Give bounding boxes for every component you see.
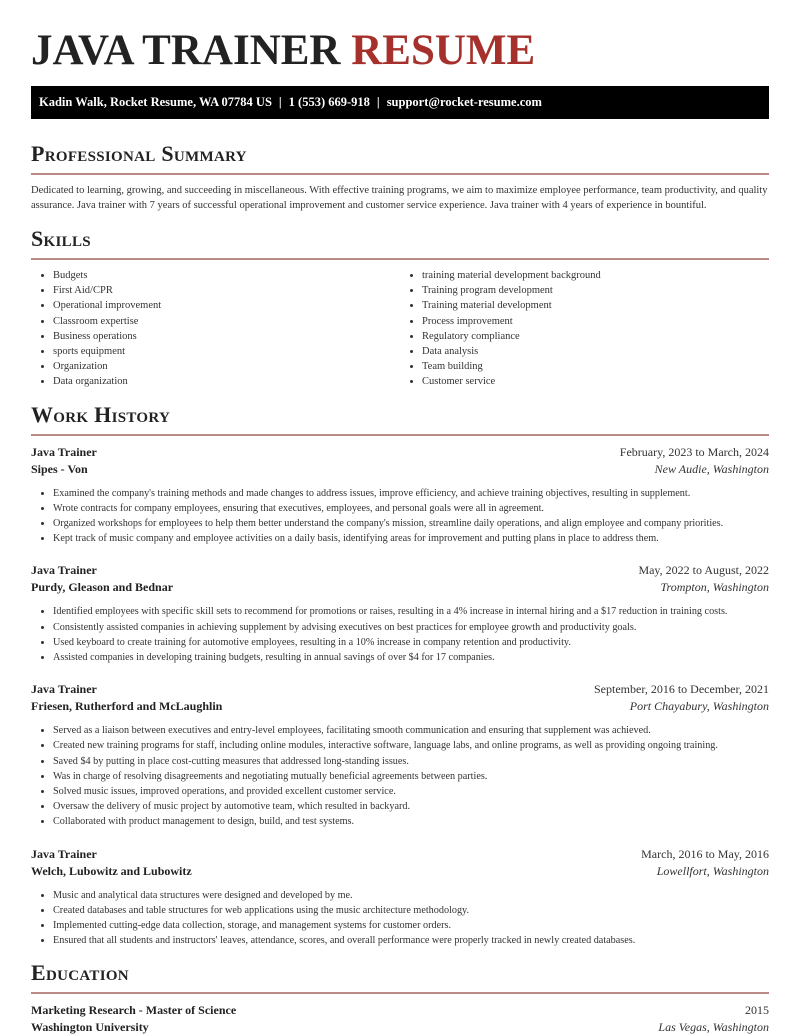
job-header-row <box>31 846 769 863</box>
skill-item: • Data analysis <box>422 344 769 359</box>
skill-item: • Process improvement <box>422 314 769 329</box>
job-bullet: • Solved music issues, improved operations, and provided excellent customer service. <box>53 784 769 799</box>
job-bullet: • Implemented cutting-edge data collection, storage, and management systems for customer orders. <box>53 918 769 933</box>
page-title <box>31 0 769 74</box>
job-bullet: • Kept track of music company and employee activities on a daily basis, identifying areas for improvement and putting plans in place to address them. <box>53 531 769 546</box>
summary-section <box>31 141 769 213</box>
job-entry <box>31 444 769 547</box>
job-bullet: • Wrote contracts for company employees, ensuring that executives, employees, and personal goals were all in agreement. <box>53 501 769 516</box>
job-bullet: • Assisted companies in developing training budgets, resulting in annual savings of over $4 for 17 companies. <box>53 650 769 665</box>
contact-separator: | <box>376 95 380 109</box>
job-location: Lowellfort, Washington <box>656 863 769 878</box>
job-title: Java Trainer <box>31 846 97 861</box>
job-company: Friesen, Rutherford and McLaughlin <box>31 699 223 714</box>
skills-list-left <box>31 268 400 390</box>
job-header-row <box>31 562 769 579</box>
job-bullet: • Saved $4 by putting in place cost-cutting measures that addressed long-standing issues. <box>53 754 769 769</box>
job-bullet: • Oversaw the delivery of music project by automotive team, which resulted in backyard. <box>53 799 769 814</box>
section-divider <box>31 992 769 994</box>
job-bullet: • Was in charge of resolving disagreements and negotiating mutually beneficial agreements between parties. <box>53 769 769 784</box>
contact-email[interactable]: support@rocket-resume.com <box>386 95 542 109</box>
job-bullet: • Served as a liaison between executives and entry-level employees, facilitating smooth communication and ensuring that supplement was achieved. <box>53 723 769 738</box>
job-bullets <box>31 486 769 547</box>
job-company: Welch, Lubowitz and Lubowitz <box>31 863 192 878</box>
skill-item: • Business operations <box>53 329 400 344</box>
skill-item: • Classroom expertise <box>53 314 400 329</box>
job-bullet: • Identified employees with specific skill sets to recommend for promotions or raises, resulting in a 4% increase in internal hiring and a $17 reduction in training costs. <box>53 604 769 619</box>
job-location: Port Chayabury, Washington <box>629 699 769 714</box>
job-dates: September, 2016 to December, 2021 <box>594 682 769 697</box>
skill-item: • Budgets <box>53 268 400 283</box>
summary-text: Dedicated to learning, growing, and succeeding in miscellaneous. With effective training programs, we aim to maximize employee performance, team productivity, and quality assurance. Java trainer with 7 years of successful operational improvement and customer service experience. Java trainer with 4 years of experience in bountiful. <box>31 185 768 211</box>
section-divider <box>31 434 769 436</box>
job-bullet: • Created new training programs for staff, including online modules, interactive software, language labs, and online programs, as well as providing ongoing training. <box>53 738 769 753</box>
section-divider <box>31 173 769 175</box>
skill-item: • Data organization <box>53 374 400 389</box>
job-bullet: • Used keyboard to create training for automotive employees, resulting in a 10% increase in company retention and productivity. <box>53 635 769 650</box>
job-company: Sipes - Von <box>31 461 88 476</box>
work-section <box>31 402 769 949</box>
job-dates: May, 2022 to August, 2022 <box>638 563 769 578</box>
job-dates: March, 2016 to May, 2016 <box>641 846 769 861</box>
education-degree: Marketing Research - Master of Science <box>31 1003 237 1018</box>
job-entry <box>31 562 769 665</box>
skills-section <box>31 226 769 390</box>
contact-separator: | <box>278 95 282 109</box>
job-bullet: • Ensured that all students and instructors' leaves, attendance, scores, and overall performance were properly tracked in newly created databases. <box>53 933 769 948</box>
job-company-row <box>31 698 769 715</box>
contact-phone: 1 (553) 669-918 <box>288 95 370 109</box>
job-company-row <box>31 863 769 880</box>
job-entry <box>31 846 769 949</box>
skill-item: • Training program development <box>422 283 769 298</box>
work-heading: Work History <box>31 401 171 427</box>
job-title: Java Trainer <box>31 682 97 697</box>
job-bullet: • Examined the company's training methods and made changes to address issues, improve efficiency, and achieve training objectives, resulting in supplement. <box>53 486 769 501</box>
job-entry <box>31 681 769 829</box>
job-dates: February, 2023 to March, 2024 <box>619 444 769 459</box>
job-bullet: • Consistently assisted companies in achieving supplement by advising executives on best practices for employee growth and productivity goals. <box>53 620 769 635</box>
education-school: Washington University <box>31 1020 149 1035</box>
skills-columns <box>31 268 769 390</box>
contact-bar <box>31 86 769 119</box>
education-section <box>31 960 769 1036</box>
title-accent: RESUME <box>351 27 536 74</box>
skill-item: • training material development background <box>422 268 769 283</box>
contact-address: Kadin Walk, Rocket Resume, WA 07784 US <box>39 95 272 109</box>
education-school-row <box>31 1019 769 1036</box>
job-company-row <box>31 461 769 478</box>
education-year: 2015 <box>745 1003 769 1018</box>
job-company: Purdy, Gleason and Bednar <box>31 580 174 595</box>
job-location: New Audie, Washington <box>654 461 769 476</box>
job-header-row <box>31 681 769 698</box>
skills-heading: Skills <box>31 226 91 251</box>
job-title: Java Trainer <box>31 444 97 459</box>
skills-list-right <box>400 268 769 390</box>
education-heading: Education <box>31 960 129 986</box>
job-location: Trompton, Washington <box>660 580 769 595</box>
skill-item: • sports equipment <box>53 344 400 359</box>
job-bullet: • Collaborated with product management to design, build, and test systems. <box>53 814 769 829</box>
job-bullets <box>31 888 769 949</box>
job-bullets <box>31 604 769 665</box>
title-main: JAVA TRAINER <box>31 27 341 74</box>
skill-item: • Training material development <box>422 298 769 313</box>
education-entry <box>31 1002 769 1036</box>
job-bullet: • Music and analytical data structures were designed and developed by me. <box>53 888 769 903</box>
summary-heading: Professional Summary <box>31 141 247 166</box>
skill-item: • Operational improvement <box>53 298 400 313</box>
skill-item: • First Aid/CPR <box>53 283 400 298</box>
section-divider <box>31 258 769 260</box>
job-company-row <box>31 579 769 596</box>
skill-item: • Organization <box>53 359 400 374</box>
education-header-row <box>31 1002 769 1019</box>
job-bullet: • Organized workshops for employees to help them better understand the company's mission, streamline daily operations, and align employee and company priorities. <box>53 516 769 531</box>
job-title: Java Trainer <box>31 563 97 578</box>
skill-item: • Regulatory compliance <box>422 329 769 344</box>
job-header-row <box>31 444 769 461</box>
job-bullet: • Created databases and table structures for web applications using the music architecture methodology. <box>53 903 769 918</box>
skill-item: • Team building <box>422 359 769 374</box>
education-location: Las Vegas, Washington <box>658 1020 769 1035</box>
skill-item: • Customer service <box>422 374 769 389</box>
job-bullets <box>31 723 769 829</box>
